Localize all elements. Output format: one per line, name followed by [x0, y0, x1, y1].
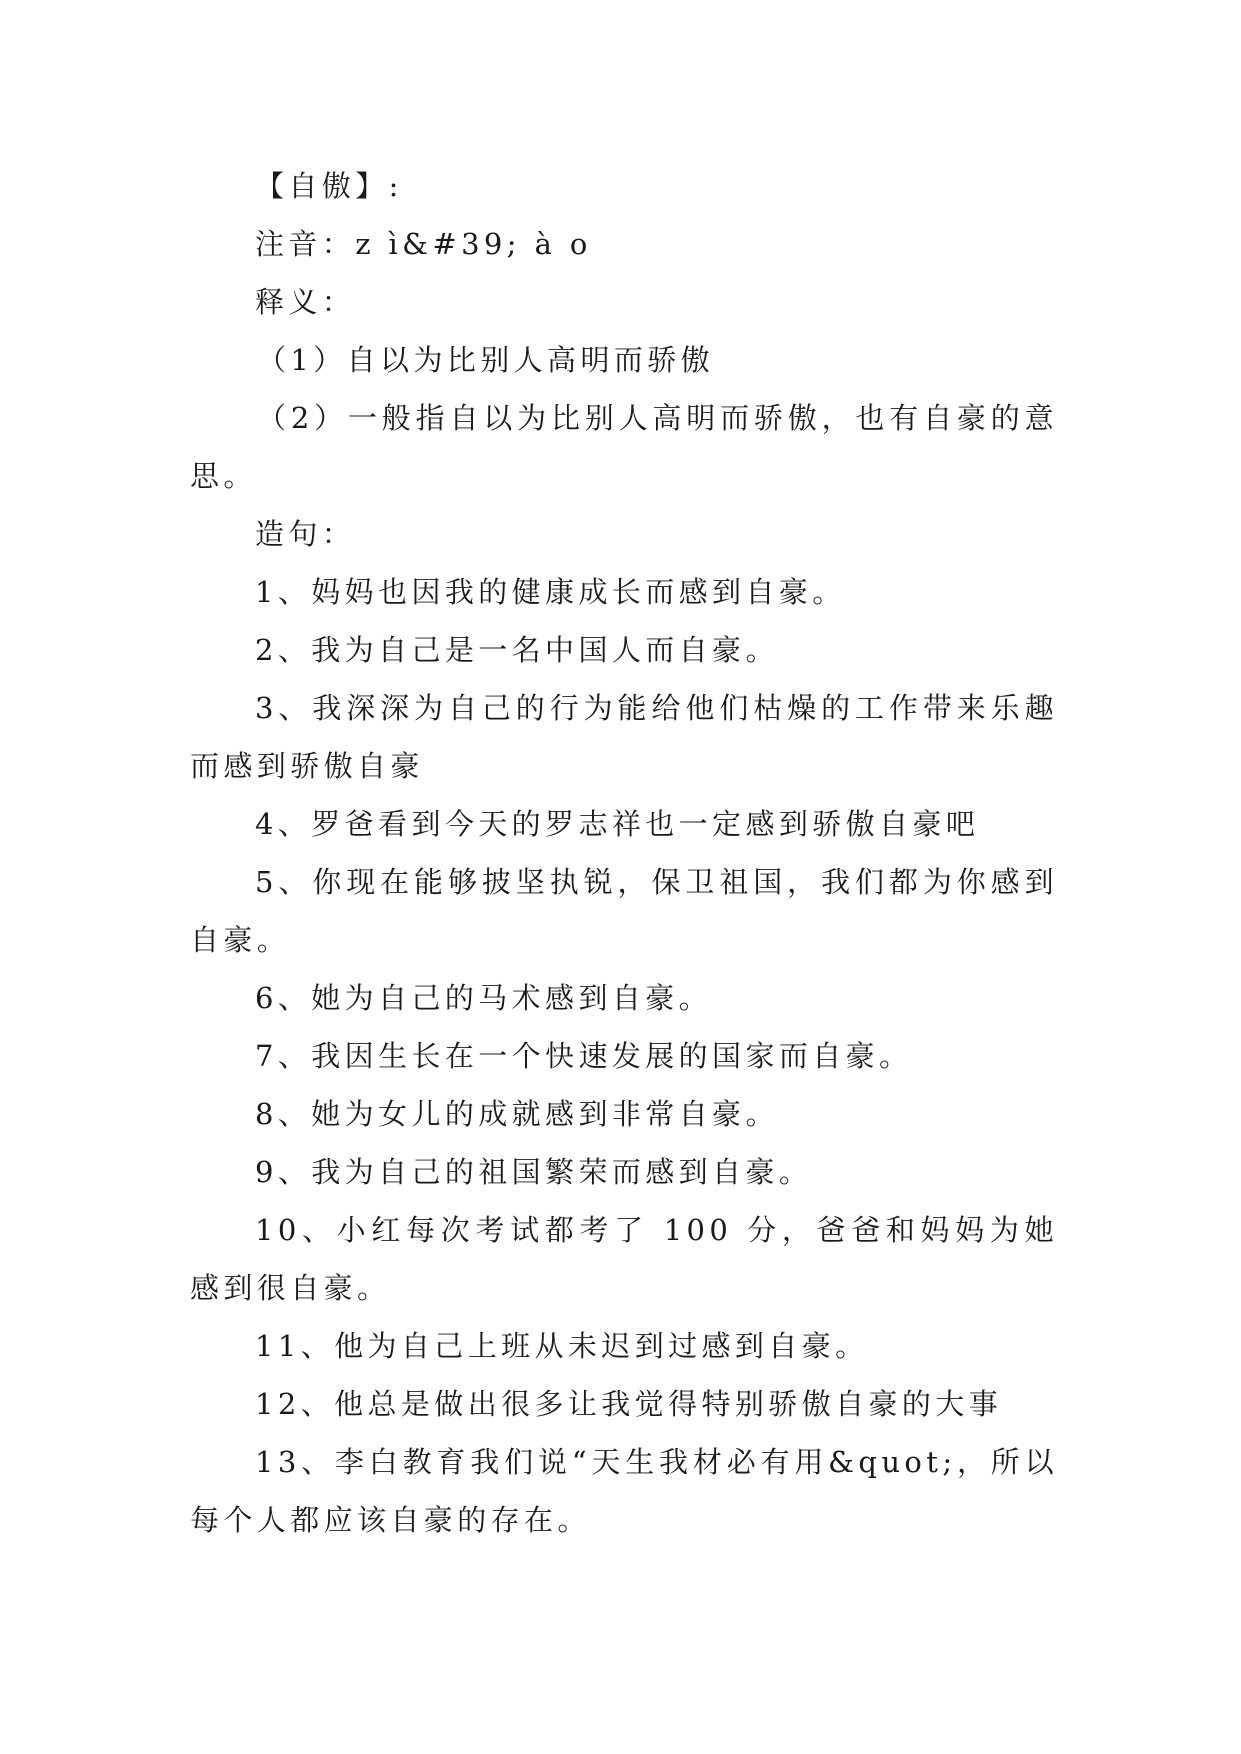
example-sentence: 5、你现在能够披坚执锐，保卫祖国，我们都为你感到自豪。 [190, 865, 1058, 957]
example-sentence: 3、我深深为自己的行为能给他们枯燥的工作带来乐趣而感到骄傲自豪 [190, 691, 1058, 783]
example-sentence: 1、妈妈也因我的健康成长而感到自豪。 [255, 575, 846, 609]
example-sentence: 7、我因生长在一个快速发展的国家而自豪。 [255, 1039, 913, 1073]
examples-label: 造句： [255, 517, 356, 551]
example-sentence: 2、我为自己是一名中国人而自豪。 [255, 633, 779, 667]
document-body [190, 157, 1058, 1549]
definition-label: 释义： [255, 285, 356, 319]
entry-heading: 【自傲】: [255, 169, 403, 203]
example-sentence: 4、罗爸看到今天的罗志祥也一定感到骄傲自豪吧 [255, 807, 980, 841]
definition-item: （2）一般指自以为比别人高明而骄傲，也有自豪的意思。 [190, 401, 1058, 493]
pinyin-line: 注音：z ì&#39; à o [255, 227, 592, 261]
example-sentence: 12、他总是做出很多让我觉得特别骄傲自豪的大事 [255, 1387, 1003, 1421]
example-sentence: 6、她为自己的马术感到自豪。 [255, 981, 713, 1015]
definition-item: （1）自以为比别人高明而骄傲 [257, 343, 715, 377]
example-sentence: 10、小红每次考试都考了 100 分，爸爸和妈妈为她感到很自豪。 [190, 1213, 1058, 1305]
example-sentence: 8、她为女儿的成就感到非常自豪。 [255, 1097, 779, 1131]
example-sentence: 9、我为自己的祖国繁荣而感到自豪。 [255, 1155, 813, 1189]
example-sentence: 13、李白教育我们说“天生我材必有用&quot;，所以每个人都应该自豪的存在。 [190, 1445, 1058, 1537]
example-sentence: 11、他为自己上班从未迟到过感到自豪。 [255, 1329, 869, 1363]
